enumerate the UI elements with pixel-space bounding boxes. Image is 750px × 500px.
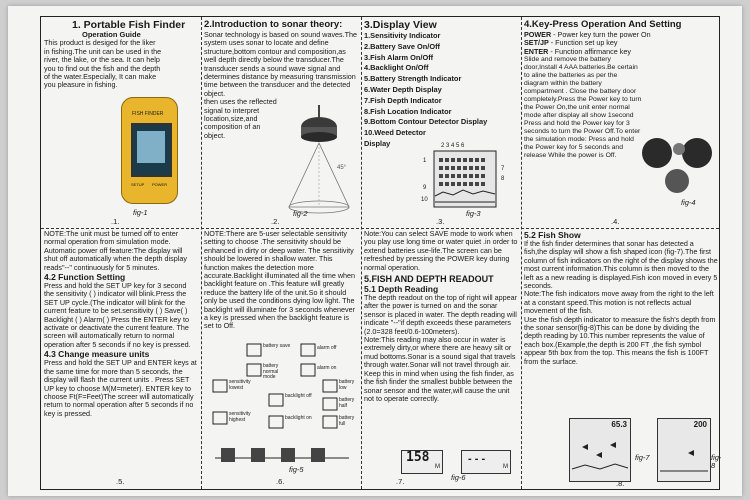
depth-lcd-readout [401, 450, 443, 474]
fig-8-caption: fig-8 [711, 453, 721, 471]
manual-grid [40, 16, 720, 490]
battery-save-label: battery save [263, 343, 291, 349]
list-item: 3.Fish Alarm On/Off [364, 52, 434, 62]
enter-key-label: ENTER [524, 46, 549, 56]
battery-half-label: battery half [339, 397, 355, 409]
power-key-label: POWER [524, 30, 552, 39]
alarm-off-label: alarm off [317, 345, 337, 351]
panel-5-auto-off: Automatic power off feature:The display will shut off automatically when the depth display reads"--" continuously for 5 minutes. [44, 245, 187, 272]
panel-2-body: Sonar technology is based on sound waves.The system uses sonar to locate and define structure,bottom contour and composition,as well depth directly below the transducer.The transducer sends a sound wave signal and determines distance by measuring transmission time between the transducer and the detected object. [204, 30, 358, 98]
fig-8-display [657, 418, 711, 482]
fig-7-caption: fig-7 [635, 453, 650, 462]
battery-low-label: battery low [339, 379, 355, 391]
page-number: .1. [111, 217, 120, 226]
sensitivity-lowest-label: sensitivity lowest [229, 379, 251, 391]
fig-7-depth-value: 65.3 [611, 420, 627, 429]
list-item: Display [364, 138, 391, 148]
display-indicator-list [364, 31, 518, 150]
measure-units-heading: 4.3 Change measure units [44, 349, 150, 360]
device-screen [131, 123, 172, 177]
panel-1-title: 1. Portable Fish Finder [72, 19, 186, 31]
sensitivity-highest-label: sensitivity highest [229, 411, 251, 423]
fig-5-caption: fig-5 [289, 465, 304, 474]
battery-compartment-illustration [641, 135, 719, 215]
panel-4-title: 4.Key-Press Operation And Setting [524, 19, 682, 30]
function-setting-heading: 4.2 Function Setting [44, 272, 126, 283]
depth-reading-heading: 5.1 Depth Reading [364, 284, 439, 295]
list-item: 6.Water Depth Display [364, 84, 442, 94]
panel-8 [521, 228, 721, 490]
measure-units-body: Press and hold the SET UP and ENTER keys at the same time for more than 5 seconds, the display will flash the current units . Press SET UP key to choose M(M=meter). ENTER key to choose Ft(F=Feet)The screer will automatically return to normal operation after 5 seconds if no key is pressed. [44, 358, 197, 418]
setup-key-label: SET/JP [524, 38, 549, 48]
setup-key-desc: - Function set up key [550, 38, 618, 48]
panel-1 [41, 17, 201, 228]
fish-show-note: Note:The fish indicators move away from the right to the left at a constant speed.This motion is not reflects actual movement of the fish. [524, 289, 714, 316]
panel-5 [41, 228, 201, 490]
panel-4 [521, 17, 721, 228]
depth-lcd-unit: M [435, 463, 440, 470]
fish-icons [570, 419, 630, 481]
sonar-transducer-illustration [281, 99, 359, 217]
fish-depth-boxes [658, 419, 710, 481]
panel-6-note: NOTE:There are 5-user selectable sensitivity setting to choose .The sensitivity should be enhanced in dirty or deep water. The sensitivity should be lowered in shallow water. This function makes the detection more accurate.Backlight illuminated all the time when backlight feature on .This feature will greatly reduce the battery life of the unit.So it should only be used the conditions dying low light. The backlight will illuminate for 3 seconds whenever a key is pressed when the backlight feature is set to Off. [204, 229, 356, 331]
depth-lcd-no-reading [461, 450, 511, 474]
panel-1-body: This product is desiged for the liker in fishing.The unit can be used in the river, the lake, or the sea. It can help you to find out the fish and the depth of the water.Especially, It can make you pleasure in fishing. [44, 38, 162, 90]
panel-7 [361, 228, 521, 490]
panel-7-note-2: Note:This reading may also occur in water is extremely dirty,or where there are heavy silt or mud bottoms.Sonar is a sound sigal that travels through water.Sonar will not travel through air. Keep this in mind when using the fish finder, as the fish finder the smallest bubble between the sonar sensor and the water,will cause the unit not to operate correctly. [364, 335, 516, 403]
panel-3-title: 3.Display View [364, 19, 437, 31]
display-callout-10: 10 [421, 197, 428, 203]
display-callout-8: 8 [501, 176, 505, 182]
fig-1-caption: fig-1 [133, 208, 148, 217]
fig-4-caption: fig-4 [681, 198, 696, 207]
panel-2-title: 2.Introduction to sonar theory: [204, 19, 343, 30]
list-item: 10.Weed Detector [364, 128, 426, 138]
page-number: .8. [616, 479, 625, 488]
fish-show-body: If the fish finder determines that sonar has detected a fish,the display will show a fish shaped icon (fig-7).The first column of fish indicators on the right of the display shows the most current information.This column is then moved to the left as a new reading is displayed.Fish icon moved in every 5 seconds. [524, 239, 718, 291]
function-setting-body: Press and hold the SET UP key for 3 second the sensitivity ( ) indicator will blink.Press the SET UP cycle.(The indicator will blink for the current feature to be set.sensitivity ( ) Save( ) Backlight ( ) Alarm( ) Press the ENTER key to activate or deactivate the current feature. The screen will automatically return to normal operation after 5 seconds if no key is pressed. [44, 281, 191, 349]
page-number: .5. [116, 477, 125, 486]
page-number: .7. [396, 477, 405, 486]
backlight-off-label: backlight off [285, 393, 312, 399]
depth-lcd-unit-2: M [503, 463, 508, 470]
list-item: 2.Battery Save On/Off [364, 41, 440, 51]
device-logo: FISH FINDER [132, 111, 164, 117]
panel-6 [201, 228, 361, 490]
page-number: .4. [611, 217, 620, 226]
display-callout-9: 9 [423, 185, 427, 191]
fig-6-caption: fig-6 [451, 473, 466, 482]
depth-lcd-value: 158 [406, 450, 430, 465]
display-callout-numbers: 2 3 4 5 6 [441, 143, 465, 149]
panel-2-body-2: then uses the reflected signal to interpret location,size,and composition of an object. [204, 97, 277, 140]
page-number: .2. [271, 217, 280, 226]
list-item: 5.Battery Strength Indicator [364, 74, 462, 84]
device-setup-button: SETUP [131, 182, 145, 187]
alarm-on-label: alarm on [317, 365, 337, 371]
panel-1-subtitle: Operation Guide [82, 30, 141, 39]
beam-angle-label: 45° [337, 165, 347, 171]
fish-depth-heading: 5.FISH AND DEPTH READOUT [364, 274, 494, 285]
list-item: 7.Fish Depth Indicator [364, 95, 442, 105]
fig-2-caption: fig-2 [293, 209, 308, 218]
page-number: .6. [276, 477, 285, 486]
panel-3 [361, 17, 521, 228]
display-callout-7: 7 [501, 166, 505, 172]
fish-finder-device [121, 97, 178, 204]
fish-show-heading: 5.2 Fish Show [524, 230, 581, 240]
fig-8-depth-value: 200 [693, 420, 707, 429]
fig-3-caption: fig-3 [466, 209, 481, 218]
panel-5-note: NOTE:The unit must be turned off to enter normal operation from simulation mode. [44, 229, 179, 247]
device-power-button: POWER [152, 182, 168, 187]
display-callout-1: 1 [423, 158, 427, 164]
instruction-sheet [8, 6, 742, 496]
fish-depth-body: Use the fish depth indicator to measure the fish's depth from the sonar sensor(fig-8)This can be done by dividing the depth reading by 10.This number represents the value of each box.(Example,the depth is 200 FT ,the fish symbol appear 5th box from the top. This means the fish is 100FT from the surface. [524, 314, 716, 366]
depth-lcd-dashes: - - - [468, 453, 486, 465]
power-key-desc: - Power key turn the power On [553, 30, 651, 39]
fig-7-display [569, 418, 631, 482]
battery-full-label: battery full [339, 415, 355, 427]
panel-2 [201, 17, 361, 228]
depth-reading-body: The depth readout on the top of right will appear after the power is turned on and the sonar sensor is placed in water. The depth reading will indicate "--"if depth exceeds these parameters (2.0=328 feet/0.6-100meters). [364, 293, 518, 336]
battery-normal-label: battery normal mode [263, 363, 279, 380]
panel-7-note: Note:You can select SAVE mode to work when you play use long time or water quiet .in order to extend batteries use-life.The screen can be refreshed by pressing the POWER key during normal operation. [364, 229, 518, 272]
list-item: 4.Backlight On/Off [364, 63, 429, 73]
page-number: .3. [436, 217, 445, 226]
panel-4-body: Slide and remove the battery door,Install 4 AAA batteries.Be certain to aline the batteries as per the diagram within the battery compartment . Close the battery door completely.Press the Power key to turn the Power On,the unit enter normal mode after display all show 1second Press and hold the Power key for 3 seconds to turn the Power Off.To enter the simulation mode: Press and hold the Power key for 5 seconds and release While the power is Off. [524, 56, 642, 160]
list-item: 1.Sensitivity Indicator [364, 31, 441, 40]
indicator-icon-diagram [211, 340, 355, 470]
enter-key-desc: - Function affirmance key [550, 46, 631, 56]
list-item: 9.Bottom Contour Detector Display [364, 117, 488, 127]
backlight-on-label: backlight on [285, 415, 312, 421]
full-display-diagram [433, 150, 497, 208]
list-item: 8.Fish Location Indicator [364, 106, 452, 116]
